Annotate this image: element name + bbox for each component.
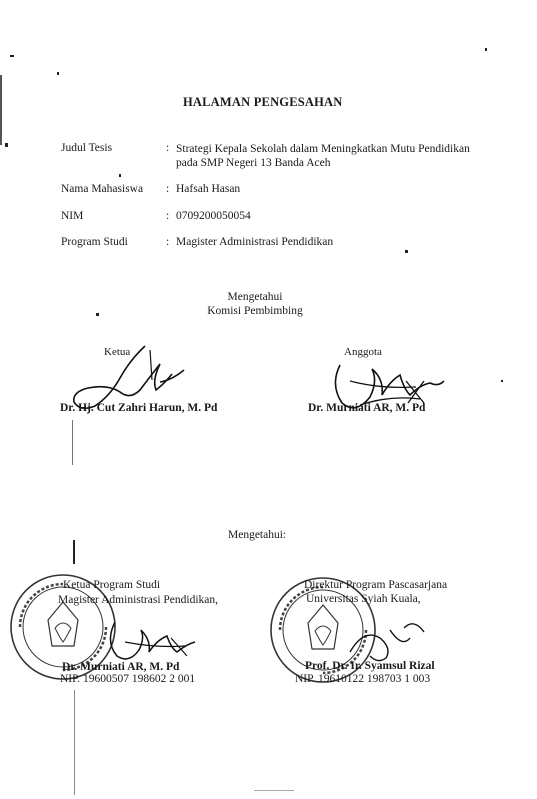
official-left-program: Magister Administrasi Pendidikan, <box>58 594 219 606</box>
scan-speck <box>57 72 59 75</box>
scan-edge-mark <box>72 420 73 465</box>
field-label-nim: NIM <box>61 210 84 222</box>
field-label-name: Nama Mahasiswa <box>61 183 144 195</box>
member-role: Anggota <box>344 346 382 358</box>
chair-name: Dr. Hj. Cut Zahri Harun, M. Pd <box>60 402 218 414</box>
official-right-title: Direktur Program Pascasarjana <box>304 579 448 591</box>
acknowledged-heading: Mengetahui: <box>228 529 287 541</box>
field-value-title: Strategi Kepala Sekolah dalam Meningkatkan Mutu Pendidikan pada SMP Negeri 13 Banda Aceh <box>176 143 470 169</box>
official-right-name: Prof. Dr. Ir. Syamsul Rizal <box>305 660 435 672</box>
official-left-nip: NIP. 19600507 198602 2 001 <box>60 673 196 685</box>
official-left-title: Ketua Program Studi <box>63 579 161 591</box>
scan-speck <box>501 380 503 382</box>
field-separator: : <box>166 210 170 222</box>
approval-heading: Mengetahui <box>227 291 283 303</box>
scan-edge-mark <box>73 540 75 564</box>
field-value-nim: 0709200050054 <box>176 210 251 222</box>
official-right-signature <box>340 608 430 668</box>
official-left-name: Dr. Murniati AR, M. Pd <box>62 661 180 673</box>
field-value-program: Magister Administrasi Pendidikan <box>176 236 334 248</box>
scan-speck <box>10 55 14 57</box>
field-separator: : <box>166 183 170 195</box>
scan-speck <box>5 143 8 147</box>
member-name: Dr. Murniati AR, M. Pd <box>308 402 426 414</box>
page-title: HALAMAN PENGESAHAN <box>183 95 343 109</box>
approval-subheading: Komisi Pembimbing <box>207 305 303 317</box>
scan-speck <box>405 250 408 253</box>
official-right-nip: NIP. 19610122 198703 1 003 <box>295 673 431 685</box>
field-value-name: Hafsah Hasan <box>176 183 241 195</box>
field-label-program: Program Studi <box>61 236 128 248</box>
scan-speck <box>96 313 99 316</box>
scan-edge-mark <box>74 690 75 795</box>
scan-speck <box>485 48 487 51</box>
field-separator: : <box>166 142 170 154</box>
scan-speck <box>119 174 121 177</box>
field-separator: : <box>166 236 170 248</box>
chair-role: Ketua <box>104 346 131 358</box>
scan-edge-mark <box>0 75 2 145</box>
field-label-title: Judul Tesis <box>61 142 113 154</box>
scan-edge-mark <box>254 790 294 791</box>
official-right-university: Universitas Syiah Kuala, <box>306 593 421 605</box>
